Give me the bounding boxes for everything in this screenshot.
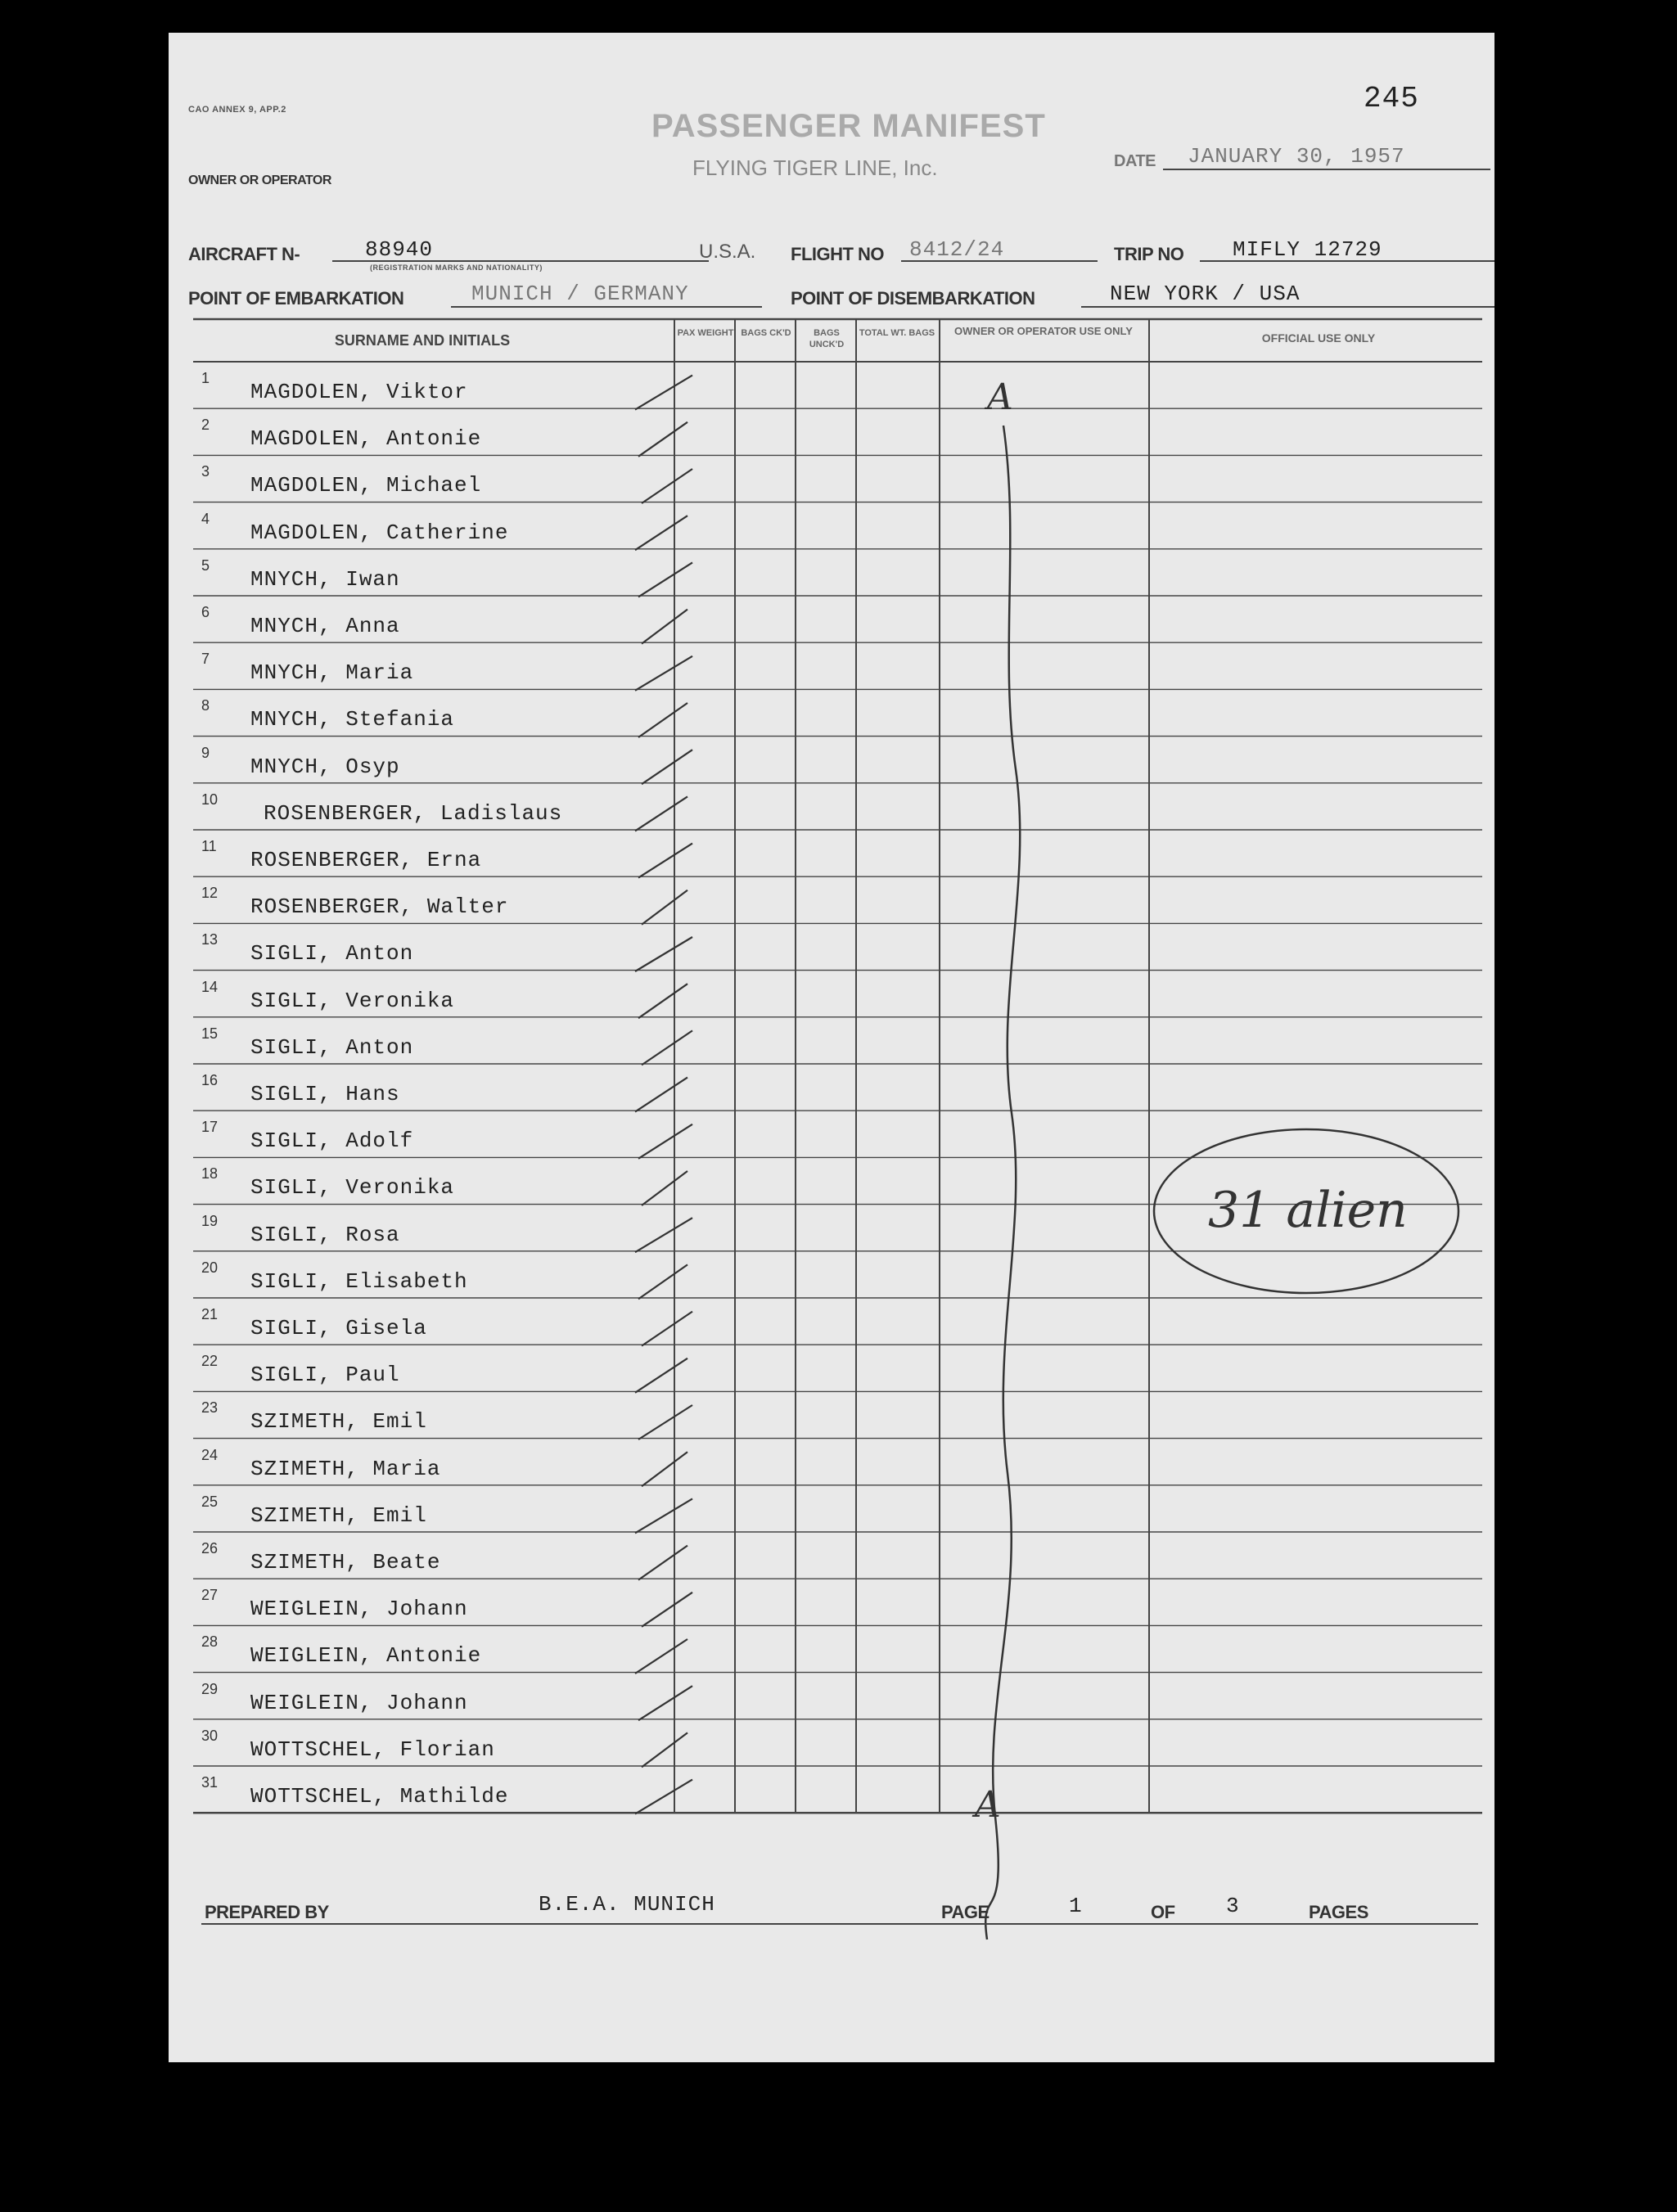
row-number: 26 <box>201 1540 219 1557</box>
col-bags-ckd-header: BAGS CK'D <box>741 328 791 338</box>
page-label: PAGE <box>941 1902 990 1922</box>
registration-note: (REGISTRATION MARKS AND NATIONALITY) <box>370 264 543 272</box>
of-label: OF <box>1151 1902 1175 1922</box>
passenger-name: MAGDOLEN, Viktor <box>250 380 468 404</box>
row-number: 10 <box>201 791 219 808</box>
col-surname-header: SURNAME AND INITIALS <box>334 332 511 349</box>
embark-value: MUNICH / GERMANY <box>471 282 689 306</box>
passenger-name: SZIMETH, Emil <box>250 1502 427 1528</box>
passenger-name: MAGDOLEN, Catherine <box>250 520 509 545</box>
row-number: 29 <box>201 1680 219 1697</box>
annex-reference: CAO ANNEX 9, APP.2 <box>188 105 286 115</box>
row-number: 9 <box>201 744 210 761</box>
passenger-name: MNYCH, Osyp <box>250 754 400 779</box>
row-number: 2 <box>201 417 210 434</box>
passenger-name: WEIGLEIN, Antonie <box>250 1643 482 1669</box>
passenger-name: SZIMETH, Beate <box>250 1550 441 1575</box>
page-value: 1 <box>1069 1894 1083 1918</box>
passenger-name: MNYCH, Maria <box>250 660 414 686</box>
disembark-value: NEW YORK / USA <box>1110 282 1301 306</box>
row-number: 21 <box>201 1306 219 1322</box>
passenger-name: MNYCH, Iwan <box>250 566 400 592</box>
passenger-name: ROSENBERGER, Ladislaus <box>264 800 563 826</box>
row-number: 25 <box>201 1493 219 1510</box>
passenger-name: MNYCH, Anna <box>250 614 400 638</box>
aircraft-value: 88940 <box>365 237 434 262</box>
passenger-name: SIGLI, Veronika <box>250 988 455 1013</box>
footer-underline <box>201 1923 1478 1925</box>
row-number: 20 <box>201 1259 219 1276</box>
usa-label: U.S.A. <box>699 241 756 263</box>
prepared-label: PREPARED BY <box>205 1902 329 1922</box>
aircraft-label: AIRCRAFT N- <box>188 244 300 264</box>
row-number: 13 <box>201 931 219 948</box>
form-title: PASSENGER MANIFEST <box>651 108 1046 144</box>
passenger-name: ROSENBERGER, Walter <box>250 894 509 920</box>
passenger-name: SZIMETH, Emil <box>250 1409 427 1435</box>
passenger-name: ROSENBERGER, Erna <box>250 848 482 872</box>
passenger-name: SIGLI, Anton <box>250 1034 414 1060</box>
passenger-name: WOTTSCHEL, Florian <box>250 1737 495 1762</box>
row-number: 15 <box>201 1025 219 1042</box>
passenger-name: SIGLI, Gisela <box>250 1316 427 1340</box>
passenger-name: WEIGLEIN, Johann <box>250 1690 468 1715</box>
col-total-wt-header: TOTAL WT. BAGS <box>859 328 935 338</box>
row-number: 11 <box>201 838 217 854</box>
owner-column-wavy-line <box>985 426 1020 1939</box>
owner-label: OWNER OR OPERATOR <box>188 173 331 187</box>
flight-value: 8412/24 <box>909 237 1005 262</box>
row-number: 1 <box>201 370 210 386</box>
passenger-name: MNYCH, Stefania <box>250 707 455 732</box>
row-number: 22 <box>201 1353 219 1370</box>
trip-label: TRIP NO <box>1114 244 1184 264</box>
row-number: 8 <box>201 697 210 714</box>
row-number: 28 <box>201 1633 219 1651</box>
row-number: 23 <box>201 1399 219 1417</box>
col-official-use-header: OFFICIAL USE ONLY <box>1261 331 1376 345</box>
pax-tick-marks <box>635 376 692 1814</box>
passenger-name: SIGLI, Veronika <box>250 1175 455 1201</box>
passenger-name: MAGDOLEN, Michael <box>250 473 482 498</box>
passenger-name: SZIMETH, Maria <box>250 1456 441 1481</box>
manifest-page <box>169 33 1494 2062</box>
page-stamp: 245 <box>1364 82 1419 115</box>
passenger-name: SIGLI, Paul <box>250 1363 400 1388</box>
date-value: JANUARY 30, 1957 <box>1188 144 1405 169</box>
passenger-name: SIGLI, Elisabeth <box>250 1268 468 1294</box>
row-number: 30 <box>201 1727 219 1744</box>
date-label: DATE <box>1114 152 1156 170</box>
passenger-name: WOTTSCHEL, Mathilde <box>250 1784 509 1809</box>
passenger-name: SIGLI, Adolf <box>250 1129 414 1154</box>
row-number: 7 <box>201 651 210 668</box>
row-number: 27 <box>201 1587 219 1604</box>
row-number: 18 <box>201 1165 219 1183</box>
disembark-label: POINT OF DISEMBARKATION <box>791 288 1035 309</box>
official-circled-note: 31 alien <box>1208 1182 1408 1239</box>
row-number: 17 <box>201 1119 219 1136</box>
pages-label: PAGES <box>1309 1902 1368 1922</box>
col-owner-use-header: OWNER OR OPERATOR USE ONLY <box>954 325 1133 337</box>
passenger-name: SIGLI, Hans <box>250 1082 400 1106</box>
col-bags-unckd-header: BAGS UNCK'D <box>809 328 845 349</box>
col-pax-weight-header: PAX WEIGHT <box>677 328 734 338</box>
passenger-name: MAGDOLEN, Antonie <box>250 426 482 452</box>
owner-top-mark: A <box>987 376 1013 418</box>
passenger-name: WEIGLEIN, Johann <box>250 1597 468 1622</box>
row-number: 3 <box>201 463 210 480</box>
row-number: 31 <box>201 1774 219 1791</box>
row-number: 6 <box>201 604 210 620</box>
handwriting-layer <box>169 33 1494 2062</box>
of-value: 3 <box>1226 1894 1240 1918</box>
row-number: 4 <box>201 510 210 527</box>
passenger-name: SIGLI, Anton <box>250 941 414 966</box>
prepared-value: B.E.A. MUNICH <box>539 1892 715 1917</box>
trip-value: MIFLY 12729 <box>1233 237 1382 262</box>
row-number: 16 <box>201 1072 219 1088</box>
passenger-name: SIGLI, Rosa <box>250 1222 400 1247</box>
row-number: 5 <box>201 556 210 574</box>
row-number: 19 <box>201 1212 219 1229</box>
embark-label: POINT OF EMBARKATION <box>188 288 404 309</box>
row-number: 24 <box>201 1446 219 1463</box>
owner-bottom-mark: A <box>975 1784 1001 1826</box>
row-number: 12 <box>201 885 219 902</box>
flight-label: FLIGHT NO <box>791 244 885 264</box>
airline-name: FLYING TIGER LINE, Inc. <box>692 155 938 180</box>
row-number: 14 <box>201 978 219 995</box>
